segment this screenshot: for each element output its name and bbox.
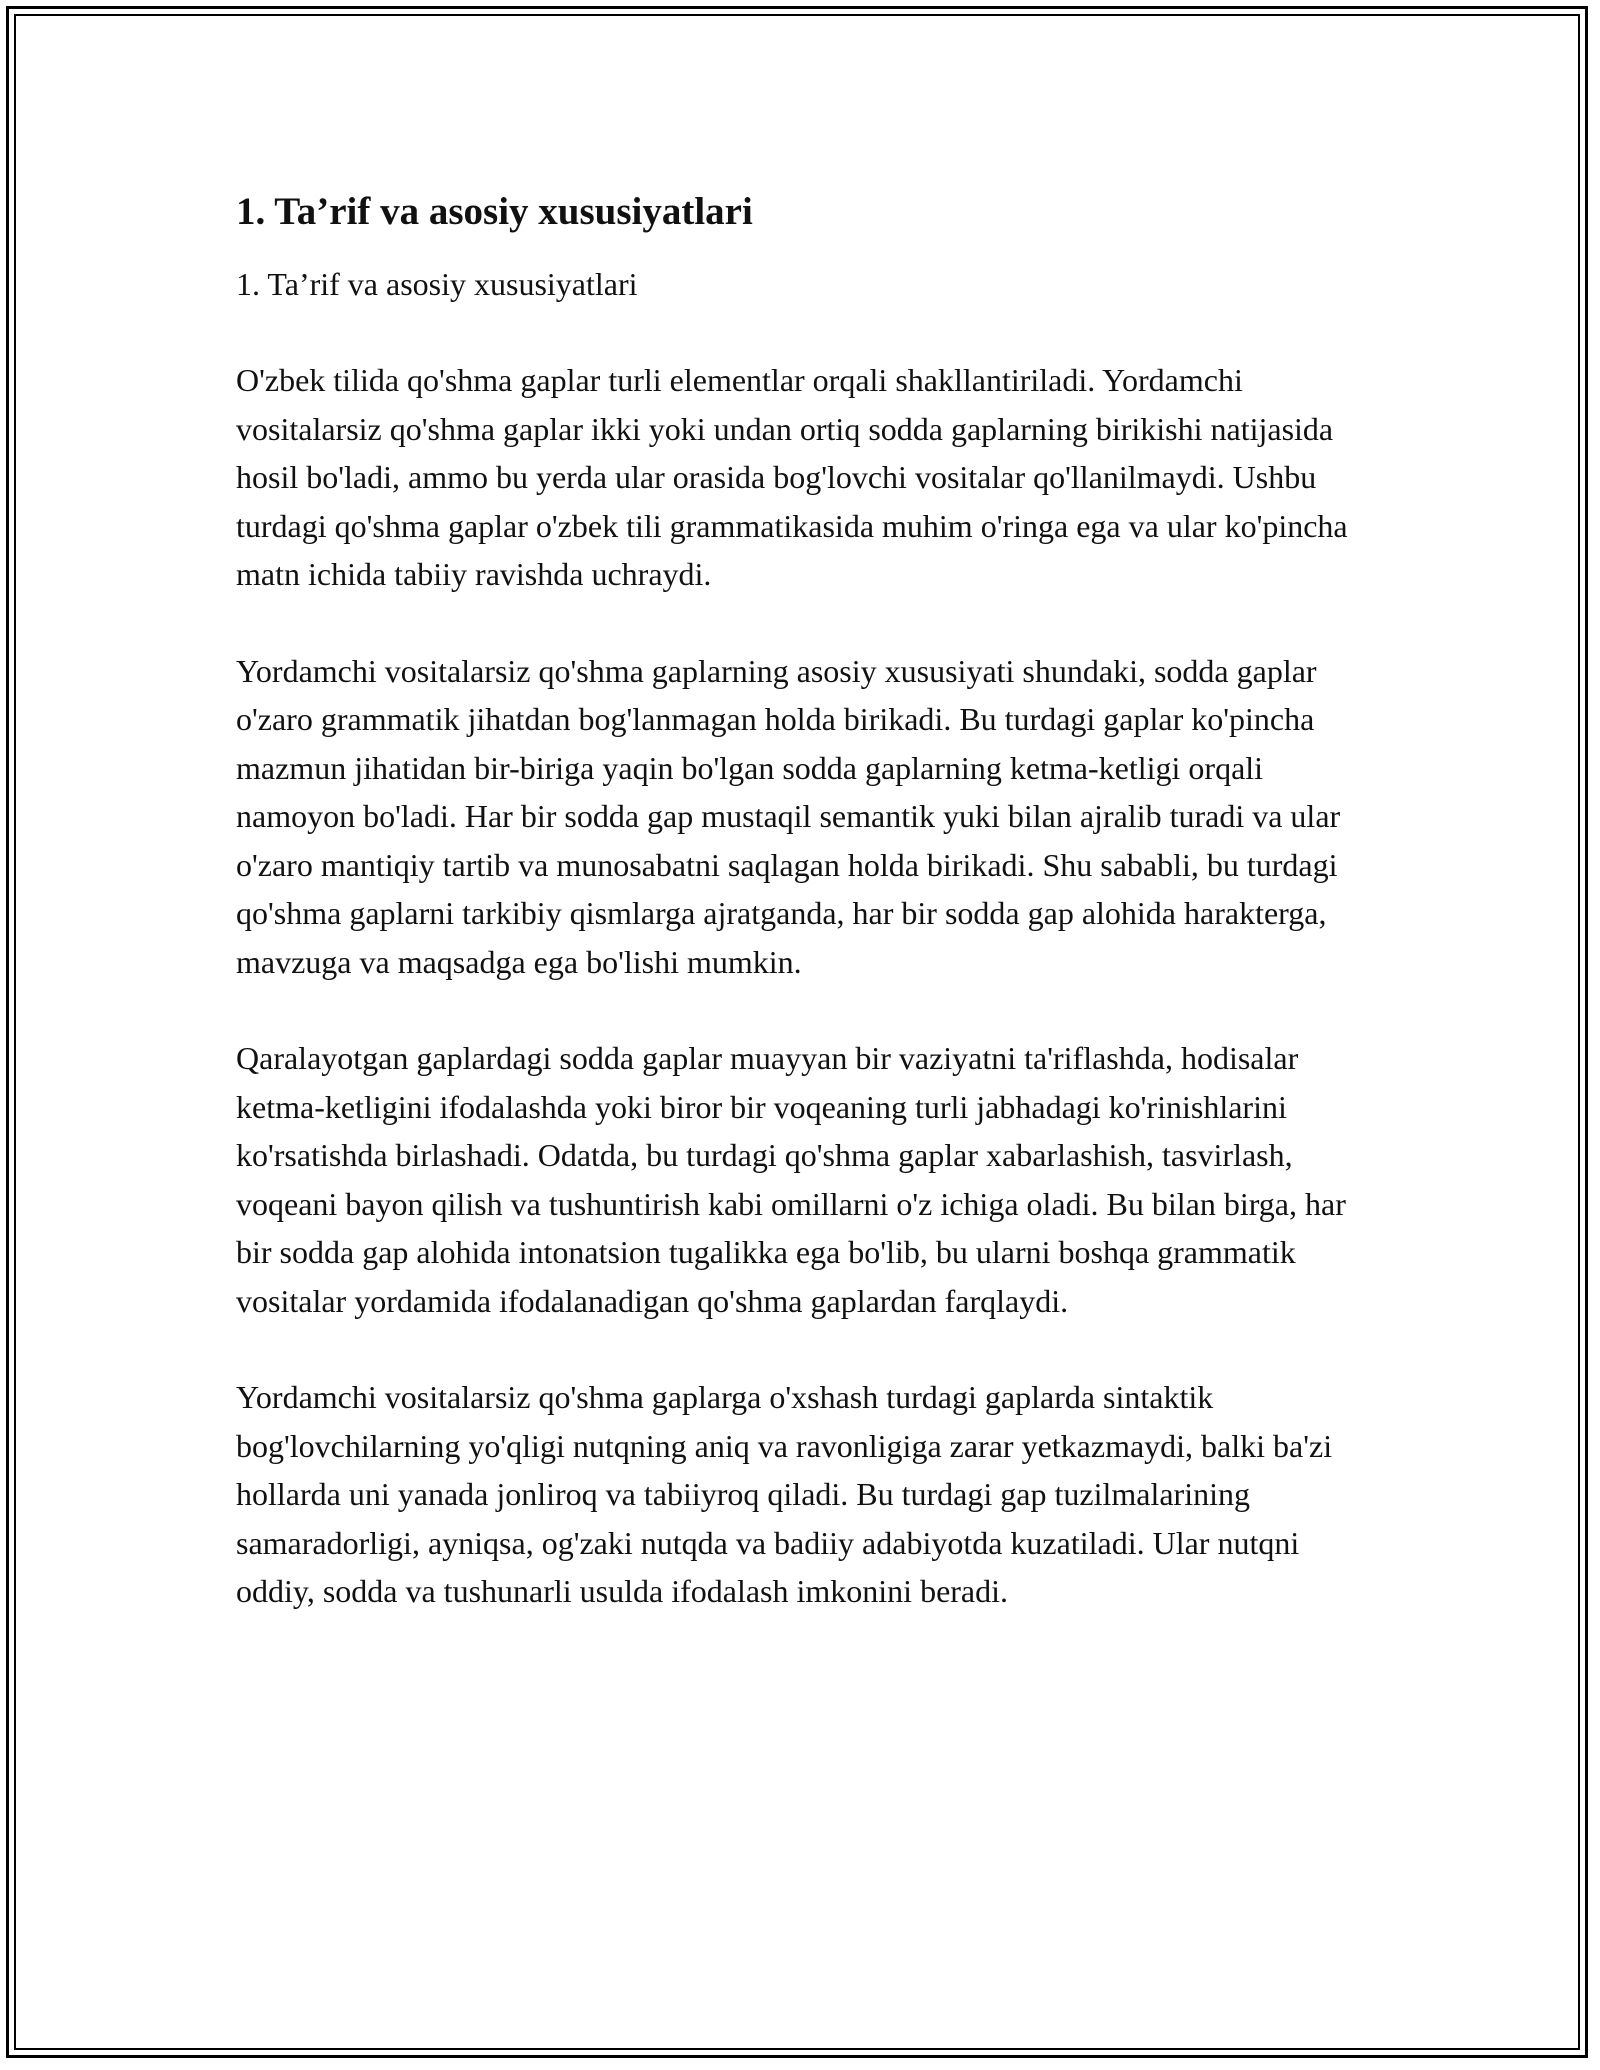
paragraph-3: Qaralayotgan gaplardagi sodda gaplar muayyan bir vaziyatni ta'riflashda, hodisalar ketma-ketligini ifodalashda yoki biror bir voqeaning turli jabhadagi ko'rinishlarini ko'rsatishda birlashadi. Odatda, bu turdagi qo'shma gaplar xabarlashish, tasvirlash, voqeani bayon qilish va tushuntirish kabi omillarni o'z ichiga oladi. Bu bilan birga, har bir sodda gap alohida intonatsion tugalikka ega bo'lib, bu ularni boshqa grammatik vositalar yordamida ifodalanadigan qo'shma gaplardan farqlaydi. bbox=[236, 1040, 1346, 1319]
paragraph-4: Yordamchi vositalarsiz qo'shma gaplarga o'xshash turdagi gaplarda sintaktik bog'lovchilarning yo'qligi nutqning aniq va ravonligiga zarar yetkazmaydi, balki ba'zi hollarda uni yanada jonliroq va tabiiyroq qiladi. Bu turdagi gap tuzilmalarining samaradorligi, ayniqsa, og'zaki nutqda va badiiy adabiyotda kuzatiladi. Ular nutqni oddiy, sodda va tushunarli usulda ifodalash imkonini beradi. bbox=[236, 1379, 1333, 1609]
section-subheading: 1. Ta’rif va asosiy xususiyatlari bbox=[236, 266, 638, 302]
section-heading: 1. Ta’rif va asosiy xususiyatlari bbox=[236, 190, 753, 233]
document-body bbox=[236, 186, 1376, 1664]
paragraph-1: O'zbek tilida qo'shma gaplar turli elementlar orqali shakllantiriladi. Yordamchi vositalarsiz qo'shma gaplar ikki yoki undan ortiq sodda gaplarning birikishi natijasida hosil bo'ladi, ammo bu yerda ular orasida bog'lovchi vositalar qo'llanilmaydi. Ushbu turdagi qo'shma gaplar o'zbek tili grammatikasida muhim o'ringa ega va ular ko'pincha matn ichida tabiiy ravishda uchraydi. bbox=[236, 362, 1348, 592]
paragraph-2: Yordamchi vositalarsiz qo'shma gaplarning asosiy xususiyati shundaki, sodda gaplar o'zaro grammatik jihatdan bog'lanmagan holda birikadi. Bu turdagi gaplar ko'pincha mazmun jihatidan bir-biriga yaqin bo'lgan sodda gaplarning ketma-ketligi orqali namoyon bo'ladi. Har bir sodda gap mustaqil semantik yuki bilan ajralib turadi va ular o'zaro mantiqiy tartib va munosabatni saqlagan holda birikadi. Shu sababli, bu turdagi qo'shma gaplarni tarkibiy qismlarga ajratganda, har bir sodda gap alohida harakterga, mavzuga va maqsadga ega bo'lishi mumkin. bbox=[236, 652, 1341, 980]
